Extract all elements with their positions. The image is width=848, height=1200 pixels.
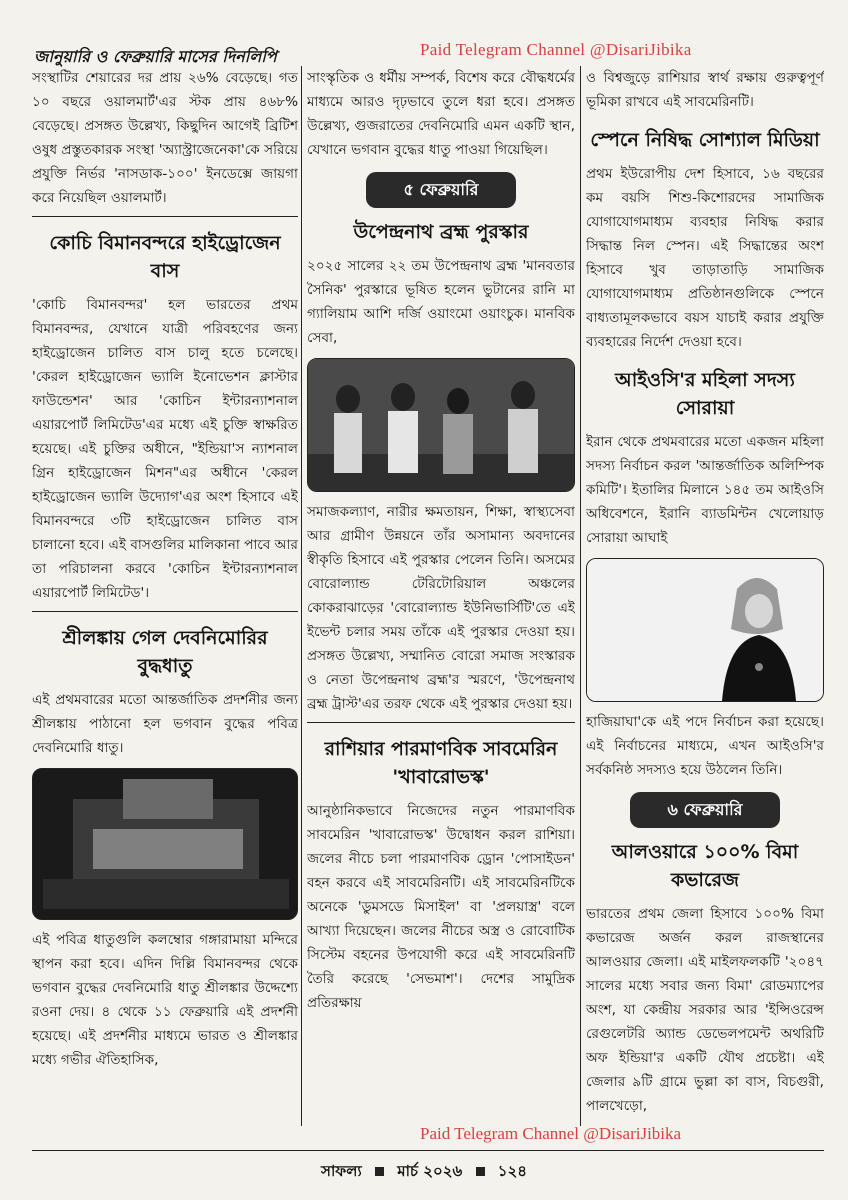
article-text: সংস্থাটির শেয়ারের দর প্রায় ২৬% বেড়েছে। গত ১০ বছরে ওয়ালমার্ট'এর স্টক প্রায় ৪৬৮% বেড়েছে। প্রসঙ্গত উল্লেখ্য, কিছুদিন আগেই ব্রিটিশ ওষুধ প্রস্তুতকারক সংস্থা 'অ্যাস্ট্রাজেনেকা'কে সরিয়ে প্রযুক্তি নির্ভর 'নাসডাক-১০০' ইনডেক্সে জায়গা করে নিয়েছিল ওয়ালমার্ট। [32,70,298,206]
section-divider [32,216,298,217]
date-badge: ৫ ফেব্রুয়ারি [366,172,516,208]
relics-photo [32,768,298,920]
article-heading: আলওয়ারে ১০০% বিমা কভারেজ [611,841,799,891]
article-text: ও বিশ্বজুড়ে রাশিয়ার স্বার্থ রক্ষায় গুরুত্বপূর্ণ ভূমিকা রাখবে এই সাবমেরিনটি। [586,70,824,110]
article-heading: আইওসি'র মহিলা সদস্য সোরায়া [615,369,795,419]
photo-graphic [33,769,298,919]
column-divider [580,66,581,1126]
article-text: সমাজকল্যাণ, নারীর ক্ষমতায়ন, শিক্ষা, স্বাস্থ্যসেবা আর গ্রামীণ উন্নয়নে তাঁর অসামান্য অবদানের স্বীকৃতি হিসাবে এই পুরস্কার পেলেন তিনি। অসমের বোরোল্যান্ড টেরিটোরিয়াল অঞ্চলের কোকরাঝাড়ের 'বোরোল্যান্ড ইউনিভার্সিটি'তে এই ইভেন্ট চলার সময় তাঁকে এই পুরস্কার দেওয়া হয়। প্রসঙ্গত উল্লেখ্য, সম্মানিত বোরো সমাজ সংস্কারক ও নেতা উপেন্দ্রনাথ ব্রহ্ম'র স্মরণে, 'উপেন্দ্রনাথ ব্রহ্ম ট্রাস্ট'এর তরফ থেকে এই পুরস্কার দেওয়া হয়। [307,504,575,712]
date-badge: ৬ ফেব্রুয়ারি [630,792,780,828]
photo-graphic [308,359,575,491]
article-text: প্রথম ইউরোপীয় দেশ হিসাবে, ১৬ বছরের কম বয়সি শিশু-কিশোরদের সামাজিক যোগাযোগমাধ্যম ব্যবহার নিষিদ্ধ করার সিদ্ধান্ত নিল স্পেন। এই সিদ্ধান্তের অংশ হিসাবে খুব তাড়াতাড়ি সামাজিক যোগাযোগমাধ্যম প্রতিষ্ঠানগুলিকে স্পেনে বাধ্যতামূলকভাবে বয়স যাচাই করার প্রযুক্তি ব্যবহারের নির্দেশ দেওয়া হবে। [586,166,824,350]
running-head: জানুয়ারি ও ফেব্রুয়ারি মাসের দিনলিপি [34,47,277,66]
award-photo [307,358,575,492]
footer-rule [32,1150,824,1151]
article-heading: স্পেনে নিষিদ্ধ সোশ্যাল মিডিয়া [590,129,820,151]
footer-issue: মার্চ ২০২৬ [397,1162,463,1180]
square-bullet-icon [476,1167,485,1176]
section-divider [32,611,298,612]
article-text: ২০২৫ সালের ২২ তম উপেন্দ্রনাথ ব্রহ্ম 'মানবতার সৈনিক' পুরস্কারে ভূষিত হলেন ভুটানের রানি মা গ্যালিয়াম আশি দর্জি ওয়াংমো ওয়াংচুক। মানবিক সেবা, [307,258,575,346]
page-footer [0,1160,848,1185]
watermark-bottom: Paid Telegram Channel @DisariJibika [420,1124,682,1143]
watermark-top: Paid Telegram Channel @DisariJibika [420,40,692,59]
article-text: 'কোচি বিমানবন্দর' হল ভারতের প্রথম বিমানবন্দর, যেখানে যাত্রী পরিবহণের জন্য হাইড্রোজেন চালিত বাস চালু হতে চলেছে। 'কেরল হাইড্রোজেন ভ্যালি ইনোভেশন ক্লাস্টার ফাউন্ডেশন' আর 'কোচিন ইন্টারন্যাশনাল এয়ারপোর্ট লিমিটেড'এর মধ্যে এই চুক্তি স্বাক্ষরিত হয়েছে। এই চুক্তির অধীনে, "ইন্ডিয়া'স ন্যাশনাল গ্রিন হাইড্রোজেন মিশন"এর অধীনে 'কেরল হাইড্রোজেন ভ্যালি উদ্যোগ'এর অংশ হিসাবে এই বিমানবন্দরে ৩টি হাইড্রোজেন চালিত বাস চালানো হবে। এই বাসগুলির মালিকানা পাবে আর তা পরিচালনা করবে 'কোচিন ইন্টারন্যাশনাল এয়ারপোর্ট লিমিটেড'। [32,297,298,601]
photo-graphic [587,559,824,701]
article-heading: উপেন্দ্রনাথ ব্রহ্ম পুরস্কার [353,221,529,243]
section-divider [307,722,575,723]
article-text: ইরান থেকে প্রথমবারের মতো একজন মহিলা সদস্য নির্বাচন করল 'আন্তর্জাতিক অলিম্পিক কমিটি'। ইতালির মিলানে ১৪৫ তম আইওসি অধিবেশনে, ইরানি ব্যাডমিন্টন খেলোয়াড় সোরায়া আঘাই [586,434,824,546]
column-3 [586,66,824,1116]
article-heading: কোচি বিমানবন্দরে হাইড্রোজেন বাস [49,232,281,282]
article-heading: রাশিয়ার পারমাণবিক সাবমেরিন 'খাবারোভস্ক' [324,738,558,788]
footer-brand: সাফল্য [321,1162,362,1180]
article-text: এই পবিত্র ধাতুগুলি কলম্বোর গঙ্গারামায়া মন্দিরে স্থাপন করা হবে। এদিন দিল্লি বিমানবন্দর থেকে ভগবান বুদ্ধের দেবনিমোরি ধাতু শ্রীলঙ্কার উদ্দেশ্যে রওনা দেয়। ৪ থেকে ১১ ফেব্রুয়ারি এই প্রদর্শনী হয়েছে। এই প্রদর্শনীর মাধ্যমে ভারত ও শ্রীলঙ্কার মধ্যে গভীর ঐতিহাসিক, [32,932,298,1068]
column-2 [307,66,575,1116]
article-text: ভারতের প্রথম জেলা হিসাবে ১০০% বিমা কভারেজ অর্জন করল রাজস্থানের আলওয়ার জেলা। এই মাইলফলকটি '২০৪৭ সালের মধ্যে সবার জন্য বিমা' রোডম্যাপের অংশ, যা কেন্দ্রীয় সরকার আর 'ইন্সিওরেন্স রেগুলেটরি অ্যান্ড ডেভেলপমেন্ট অথরিটি অফ ইন্ডিয়া'র একটি যৌথ প্রচেষ্টা। এই জেলার ৯টি গ্রামে ভুল্লা কা বাস, বিচগুরী, পালখেড়ো, [586,906,824,1114]
article-text: হাজিয়াঘা'কে এই পদে নির্বাচন করা হয়েছে। এই নির্বাচনের মাধ্যমে, এখন আইওসি'র সর্বকনিষ্ঠ সদস্যও হয়ে উঠলেন তিনি। [586,714,824,778]
column-divider [301,66,302,1126]
portrait-photo [586,558,824,702]
article-text: এই প্রথমবারের মতো আন্তর্জাতিক প্রদর্শনীর জন্য শ্রীলঙ্কায় পাঠানো হল ভগবান বুদ্ধের পবিত্র দেবনিমোরি ধাতু। [32,692,298,756]
article-text: সাংস্কৃতিক ও ধর্মীয় সম্পর্ক, বিশেষ করে বৌদ্ধধর্মের মাধ্যমে আরও দৃঢ়ভাবে তুলে ধরা হবে। প্রসঙ্গত উল্লেখ্য, গুজরাতের দেবনিমোরি এমন একটি স্থান, যেখানে ভগবান বুদ্ধের ধাতু পাওয়া গিয়েছিল। [307,70,575,158]
page-number: ১২৪ [497,1162,527,1180]
square-bullet-icon [375,1167,384,1176]
article-text: আনুষ্ঠানিকভাবে নিজেদের নতুন পারমাণবিক সাবমেরিন 'খাবারোভস্ক' উদ্বোধন করল রাশিয়া। জলের নীচে চলা পারমাণবিক ড্রোন 'পোসাইডন' বহন করবে এই সাবমেরিনটি। এই সাবমেরিনটিকে অনেকে 'ডুমসডে মিসাইল' বা 'প্রলয়াস্ত্র' বলে আখ্যা দিয়েছেন। জলের নীচের অস্ত্র ও রোবোটিক সিস্টেম বহনের উপযোগী করে এই সাবমেরিনটি তৈরি করেছে 'সেভমাশ'। দেশের সামুদ্রিক প্রতিরক্ষায় [307,803,575,1011]
article-heading: শ্রীলঙ্কায় গেল দেবনিমোরির বুদ্ধধাতু [62,627,268,677]
column-1 [32,66,298,1116]
